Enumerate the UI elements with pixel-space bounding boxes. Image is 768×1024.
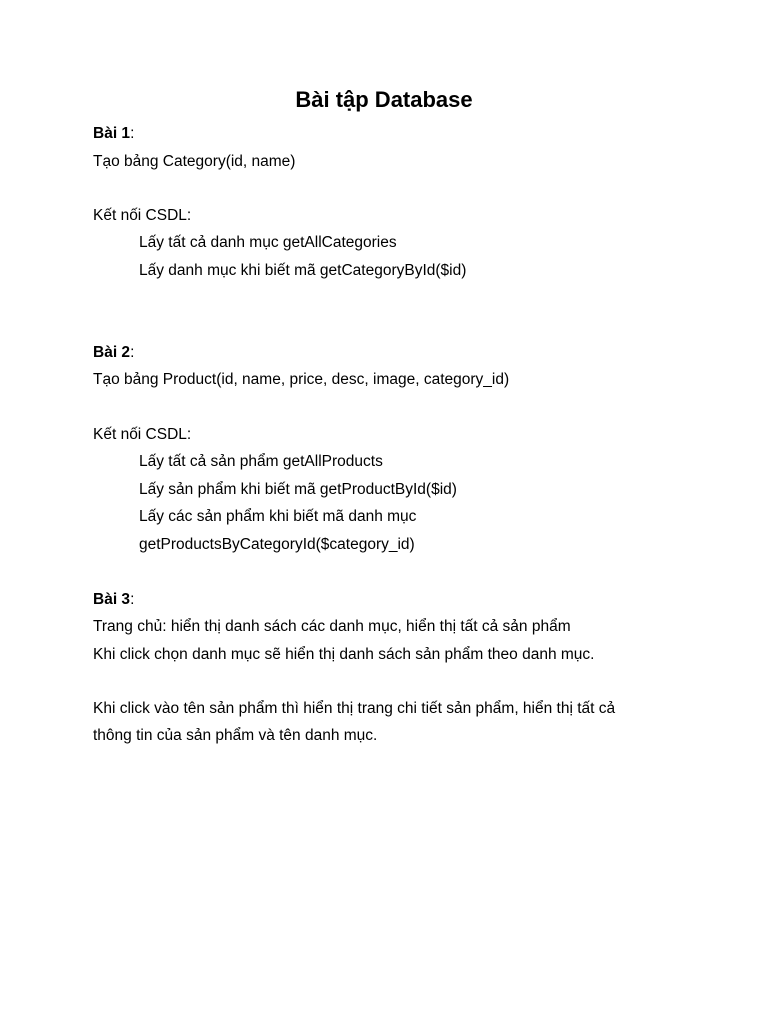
section-3-line: Khi click chọn danh mục sẽ hiển thị danh sách sản phẩm theo danh mục. <box>93 646 595 663</box>
section-2-heading-line <box>93 343 134 363</box>
section-3-line: thông tin của sản phẩm và tên danh mục. <box>93 727 378 744</box>
section-2-heading: Bài 2 <box>93 344 131 361</box>
section-1-item: Lấy danh mục khi biết mã getCategoryById($id) <box>139 262 467 279</box>
section-3-heading-suffix: : <box>130 591 135 608</box>
section-3-heading-line <box>93 590 134 610</box>
section-2-item: Lấy tất cả sản phẩm getAllProducts <box>139 453 383 470</box>
section-3-heading: Bài 3 <box>93 591 131 608</box>
section-1-table: Tạo bảng Category(id, name) <box>93 153 296 170</box>
section-1-heading: Bài 1 <box>93 125 131 142</box>
section-2-heading-suffix: : <box>130 344 135 361</box>
section-2-item: Lấy sản phẩm khi biết mã getProductById($id) <box>139 481 457 498</box>
section-1-item: Lấy tất cả danh mục getAllCategories <box>139 234 397 251</box>
section-2-item: getProductsByCategoryId($category_id) <box>139 536 415 553</box>
section-1-heading-suffix: : <box>130 125 135 142</box>
section-1-heading-line <box>93 124 134 144</box>
document-title: Bài tập Database <box>295 87 473 112</box>
section-2-table: Tạo bảng Product(id, name, price, desc, image, category_id) <box>93 371 510 388</box>
section-1-connect-label: Kết nối CSDL: <box>93 207 192 224</box>
section-2-connect-label: Kết nối CSDL: <box>93 426 192 443</box>
section-3-line: Trang chủ: hiển thị danh sách các danh mục, hiển thị tất cả sản phẩm <box>93 618 571 635</box>
section-3-line: Khi click vào tên sản phẩm thì hiển thị trang chi tiết sản phẩm, hiển thị tất cả <box>93 700 616 717</box>
section-2-item: Lấy các sản phẩm khi biết mã danh mục <box>139 508 417 525</box>
